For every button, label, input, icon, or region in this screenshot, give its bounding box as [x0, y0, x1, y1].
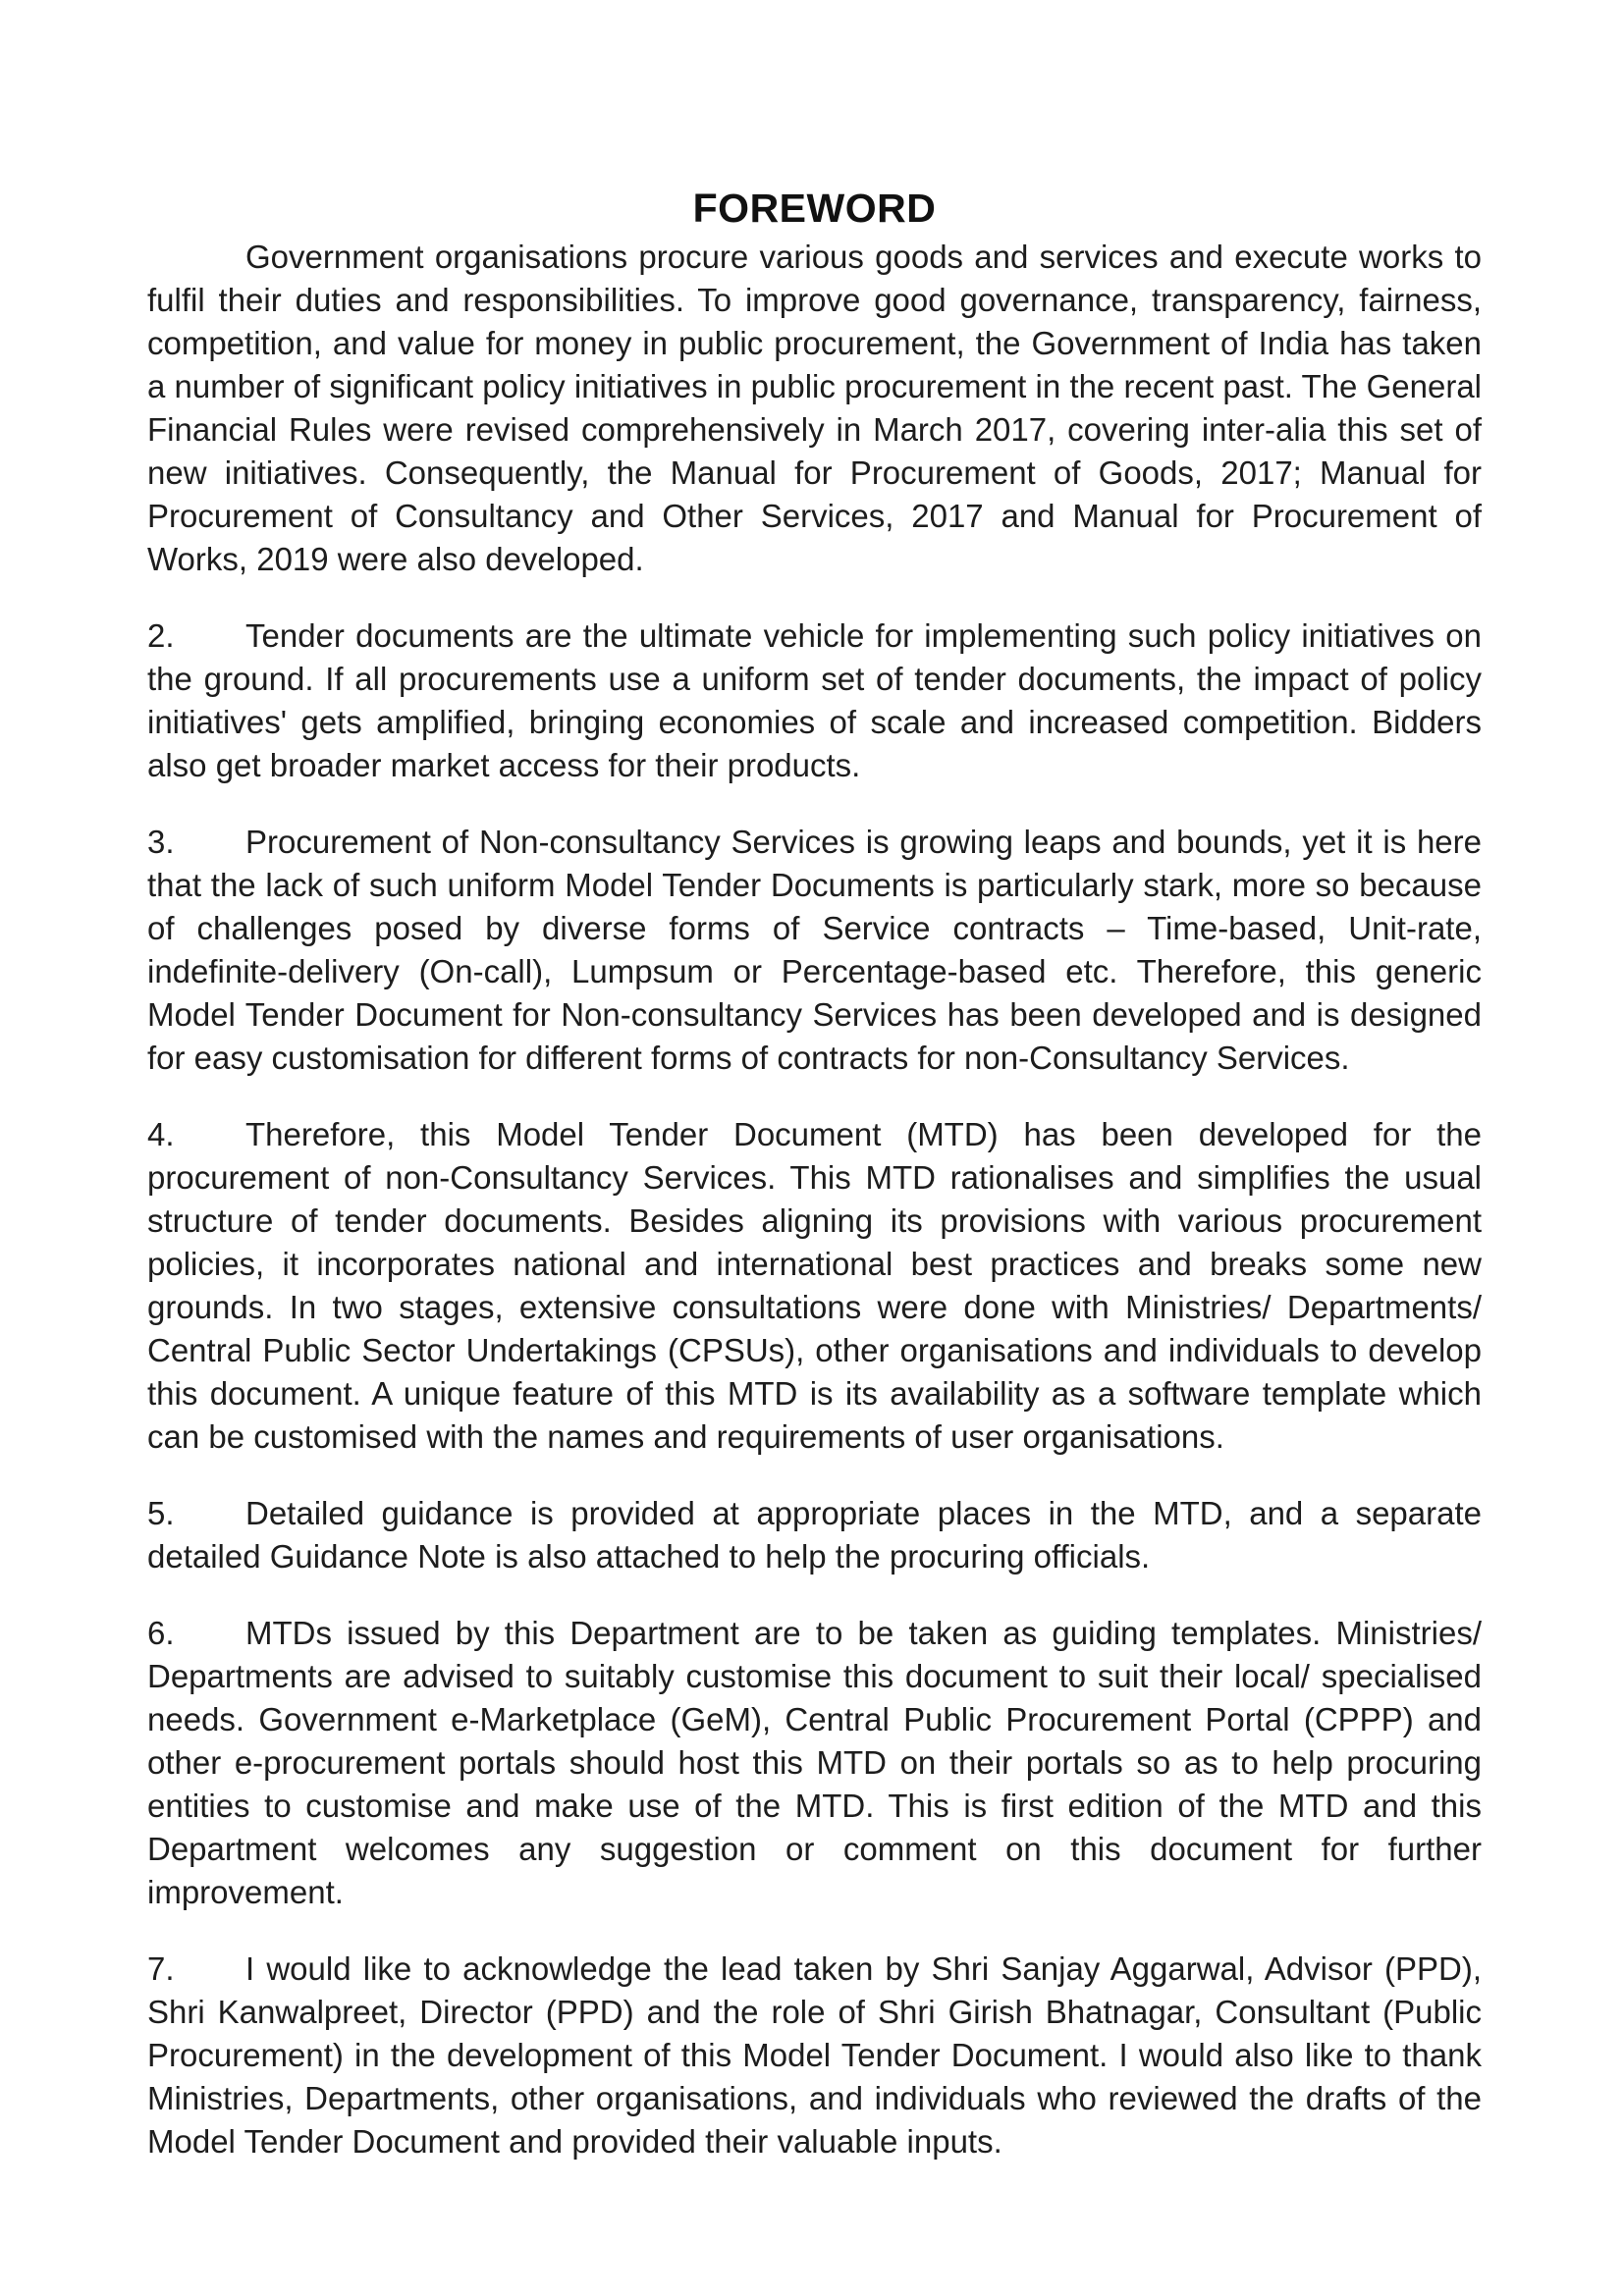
- paragraph-3: [147, 821, 1482, 1080]
- document-title: FOREWORD: [692, 186, 937, 231]
- paragraph-number: 6.: [147, 1615, 175, 1651]
- paragraph-1: [147, 236, 1482, 581]
- paragraph-text: Detailed guidance is provided at appropriate places in the MTD, and a separate detailed Guidance Note is also attached to help the procuring officials.: [147, 1495, 1482, 1575]
- paragraph-text: Procurement of Non-consultancy Services is growing leaps and bounds, yet it is here that the lack of such uniform Model Tender Documents is particularly stark, more so because of challenges posed by diverse forms of Service contracts – Time-based, Unit-rate, indefinite-delivery (On-call), Lumpsum or Percentage-based etc. Therefore, this generic Model Tender Document for Non-consultancy Services has been developed and is designed for easy customisation for different forms of contracts for non-Consultancy Services.: [147, 824, 1482, 1076]
- paragraph-number: 3.: [147, 824, 175, 860]
- paragraph-number: 2.: [147, 617, 175, 654]
- paragraph-7: [147, 1948, 1482, 2163]
- paragraph-2: [147, 614, 1482, 787]
- paragraph-text: Tender documents are the ultimate vehicle for implementing such policy initiatives on the ground. If all procurements use a uniform set of tender documents, the impact of policy initiatives' gets amplified, bringing economies of scale and increased competition. Bidders also get broader market access for their products.: [147, 617, 1482, 783]
- paragraph-text: Government organisations procure various goods and services and execute works to fulfil their duties and responsibilities. To improve good governance, transparency, fairness, competition, and value for money in public procurement, the Government of India has taken a number of significant policy initiatives in public procurement in the recent past. The General Financial Rules were revised comprehensively in March 2017, covering inter-alia this set of new initiatives. Consequently, the Manual for Procurement of Goods, 2017; Manual for Procurement of Consultancy and Other Services, 2017 and Manual for Procurement of Works, 2019 were also developed.: [147, 239, 1482, 577]
- paragraph-number: 7.: [147, 1950, 175, 1987]
- paragraph-text: MTDs issued by this Department are to be taken as guiding templates. Ministries/ Departments are advised to suitably customise this document to suit their local/ specialised needs. Government e-Marketplace (GeM), Central Public Procurement Portal (CPPP) and other e-procurement portals should host this MTD on their portals so as to help procuring entities to customise and make use of the MTD. This is first edition of the MTD and this Department welcomes any suggestion or comment on this document for further improvement.: [147, 1615, 1482, 1910]
- paragraph-5: [147, 1492, 1482, 1578]
- paragraph-text: Therefore, this Model Tender Document (MTD) has been developed for the procurement of non-Consultancy Services. This MTD rationalises and simplifies the usual structure of tender documents. Besides aligning its provisions with various procurement policies, it incorporates national and international best practices and breaks some new grounds. In two stages, extensive consultations were done with Ministries/ Departments/ Central Public Sector Undertakings (CPSUs), other organisations and individuals to develop this document. A unique feature of this MTD is its availability as a software template which can be customised with the names and requirements of user organisations.: [147, 1116, 1482, 1455]
- paragraph-number: 5.: [147, 1495, 175, 1531]
- paragraph-6: [147, 1612, 1482, 1914]
- paragraph-text: I would like to acknowledge the lead taken by Shri Sanjay Aggarwal, Advisor (PPD), Shri Kanwalpreet, Director (PPD) and the role of Shri Girish Bhatnagar, Consultant (Public Procurement) in the development of this Model Tender Document. I would also like to thank Ministries, Departments, other organisations, and individuals who reviewed the drafts of the Model Tender Document and provided their valuable inputs.: [147, 1950, 1482, 2160]
- paragraph-number: 4.: [147, 1116, 175, 1152]
- paragraph-4: [147, 1113, 1482, 1459]
